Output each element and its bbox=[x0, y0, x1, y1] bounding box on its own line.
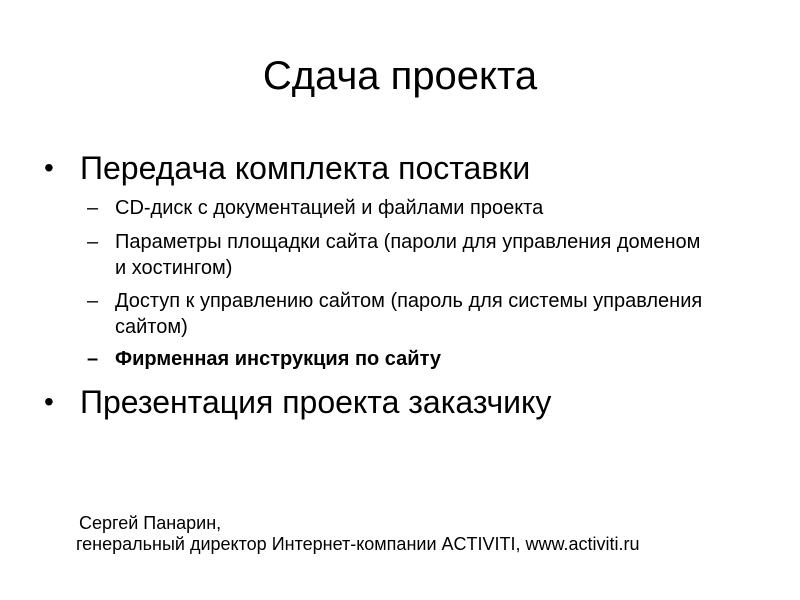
sub-item bbox=[87, 288, 715, 340]
sub-item bbox=[87, 195, 715, 221]
sub-item-text: Параметры площадки сайта (пароли для управления доменом и хостингом) bbox=[115, 231, 701, 279]
bullet-text: Презентация проекта заказчику bbox=[80, 384, 552, 420]
bullet-icon: • bbox=[44, 386, 54, 417]
bullet-text: Передача комплекта поставки bbox=[80, 150, 531, 186]
sub-item-text: Доступ к управлению сайтом (пароль для системы управления сайтом) bbox=[115, 290, 703, 338]
dash-icon: – bbox=[87, 197, 99, 219]
sub-item bbox=[87, 229, 715, 281]
author-name: Сергей Панарин, bbox=[79, 513, 222, 533]
dash-icon: – bbox=[87, 231, 99, 253]
dash-icon: – bbox=[87, 348, 99, 370]
bullet-icon: • bbox=[44, 152, 54, 183]
bullet-item bbox=[44, 149, 780, 187]
sub-item-text: Фирменная инструкция по сайту bbox=[115, 348, 441, 370]
author-footer bbox=[76, 513, 776, 555]
dash-icon: – bbox=[87, 290, 99, 312]
author-position: генеральный директор Интернет-компании ACTIVITI, www.activiti.ru bbox=[76, 534, 640, 554]
sub-item-text: CD-диск с документацией и файлами проекта bbox=[115, 197, 544, 219]
sub-item-bold bbox=[87, 346, 715, 372]
bullet-item bbox=[44, 383, 780, 421]
slide-title: Сдача проекта bbox=[262, 54, 538, 98]
